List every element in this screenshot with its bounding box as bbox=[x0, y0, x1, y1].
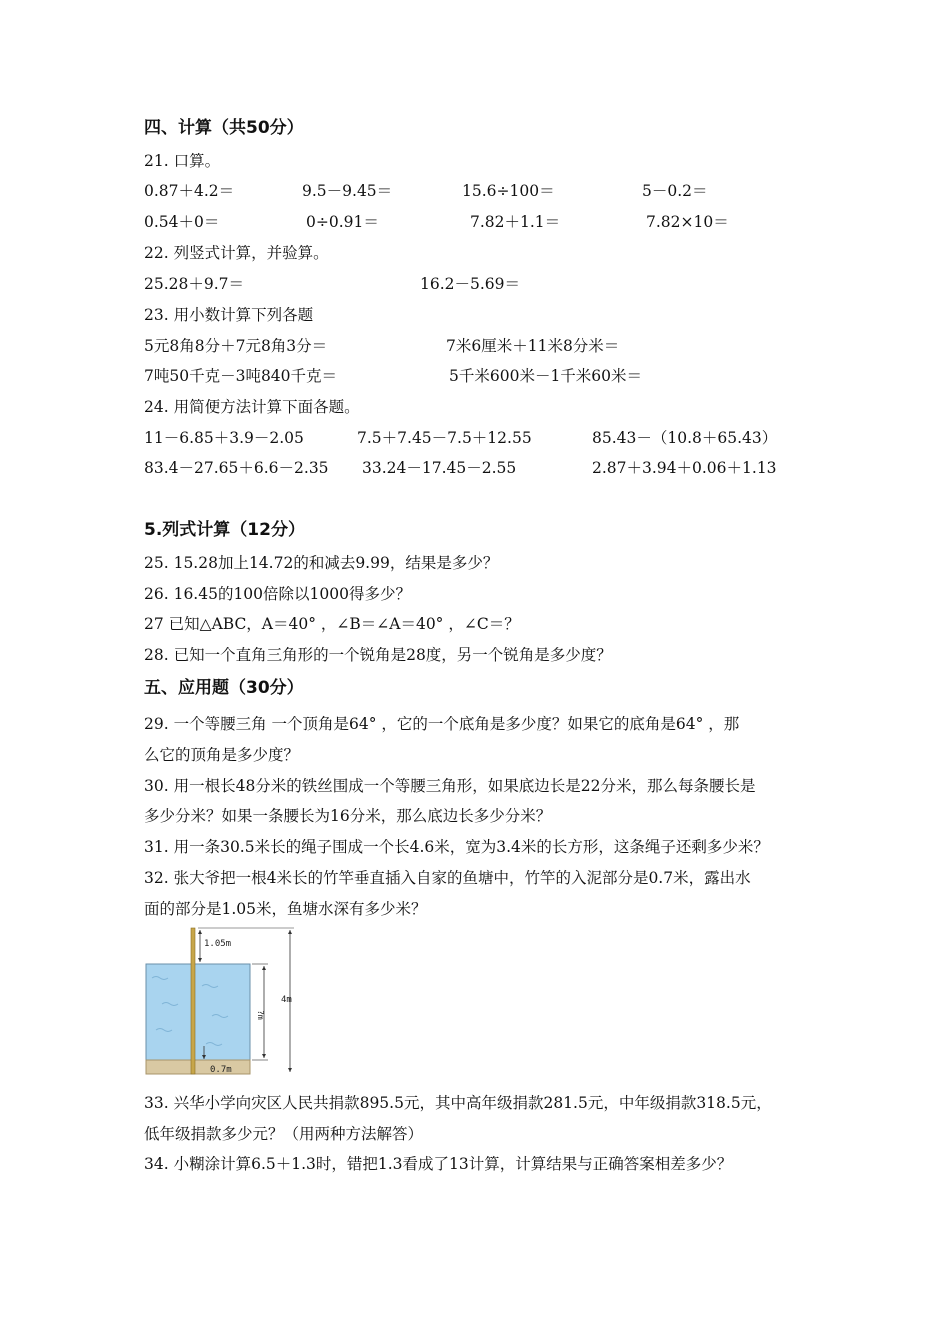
question-30-line-1: 30. 用一根长48分米的铁丝围成一个等腰三角形，如果底边长是22分米，那么每条腰长是 bbox=[144, 777, 756, 795]
question-33-line-2: 低年级捐款多少元？（用两种方法解答） bbox=[144, 1125, 424, 1143]
calc-item: 11－6.85＋3.9－2.05 bbox=[144, 429, 304, 447]
calc-item: 5－0.2＝ bbox=[642, 182, 708, 200]
question-25: 25. 15.28加上14.72的和减去9.99，结果是多少？ bbox=[144, 554, 499, 572]
question-32-line-1: 32. 张大爷把一根4米长的竹竿垂直插入自家的鱼塘中，竹竿的入泥部分是0.7米，露出水 bbox=[144, 869, 751, 887]
section-5-title: 5.列式计算（12分） bbox=[144, 520, 305, 540]
label-water: ?m bbox=[256, 1010, 265, 1020]
calc-item: 7.82＋1.1＝ bbox=[470, 213, 561, 231]
calc-item: 7米6厘米＋11米8分米＝ bbox=[446, 337, 620, 355]
question-30-line-2: 多少分米？如果一条腰长为16分米，那么底边长多少分米？ bbox=[144, 807, 552, 825]
bamboo-pole bbox=[191, 928, 195, 1074]
section-4-title: 四、计算（共50分） bbox=[144, 118, 304, 138]
section-applied-title: 五、应用题（30分） bbox=[144, 678, 304, 698]
calc-item: 5千米600米－1千米60米＝ bbox=[449, 367, 643, 385]
calc-item: 2.87＋3.94＋0.06＋1.13 bbox=[592, 459, 777, 477]
question-32-line-2: 面的部分是1.05米，鱼塘水深有多少米？ bbox=[144, 900, 427, 918]
calc-item: 0÷0.91＝ bbox=[306, 213, 379, 231]
calc-item: 9.5－9.45＝ bbox=[302, 182, 393, 200]
question-29-line-2: 么它的顶角是多少度？ bbox=[144, 746, 300, 764]
calc-item: 5元8角8分＋7元8角3分＝ bbox=[144, 337, 328, 355]
calc-item: 85.43－（10.8＋65.43） bbox=[592, 429, 778, 447]
calc-item: 0.54＋0＝ bbox=[144, 213, 220, 231]
calc-item: 0.87＋4.2＝ bbox=[144, 182, 235, 200]
calc-item: 7.5＋7.45－7.5＋12.55 bbox=[357, 429, 532, 447]
label-top: 1.05m bbox=[204, 939, 232, 949]
question-21: 21. 口算。 bbox=[144, 152, 221, 170]
question-29-line-1: 29. 一个等腰三角 一个顶角是64° ，它的一个底角是多少度？如果它的底角是64° ，那 bbox=[144, 715, 740, 733]
question-23: 23. 用小数计算下列各题 bbox=[144, 306, 314, 324]
question-22: 22. 列竖式计算，并验算。 bbox=[144, 244, 329, 262]
water-area bbox=[146, 964, 250, 1060]
question-33-line-1: 33. 兴华小学向灾区人民共捐款895.5元，其中高年级捐款281.5元，中年级捐款318.5元， bbox=[144, 1094, 772, 1112]
calc-item: 7吨50千克－3吨840千克＝ bbox=[144, 367, 338, 385]
question-34: 34. 小糊涂计算6.5＋1.3时，错把1.3看成了13计算，计算结果与正确答案相差多少？ bbox=[144, 1155, 733, 1173]
question-31: 31. 用一条30.5米长的绳子围成一个长4.6米，宽为3.4米的长方形，这条绳子还剩多少米？ bbox=[144, 838, 769, 856]
label-total: 4m bbox=[281, 995, 292, 1005]
question-27: 27 已知△ABC，A＝40° ，∠B＝∠A＝40° ，∠C＝？ bbox=[144, 615, 520, 633]
question-24: 24. 用简便方法计算下面各题。 bbox=[144, 398, 360, 416]
calc-item: 83.4－27.65＋6.6－2.35 bbox=[144, 459, 329, 477]
pond-diagram bbox=[142, 926, 302, 1078]
label-mud: 0.7m bbox=[210, 1065, 232, 1075]
calc-item: 15.6÷100＝ bbox=[462, 182, 555, 200]
calc-item: 16.2－5.69＝ bbox=[420, 275, 521, 293]
mud-area bbox=[146, 1060, 250, 1074]
question-26: 26. 16.45的100倍除以1000得多少？ bbox=[144, 585, 411, 603]
question-28: 28. 已知一个直角三角形的一个锐角是28度，另一个锐角是多少度？ bbox=[144, 646, 612, 664]
calc-item: 7.82×10＝ bbox=[646, 213, 729, 231]
calc-item: 25.28＋9.7＝ bbox=[144, 275, 245, 293]
calc-item: 33.24－17.45－2.55 bbox=[362, 459, 517, 477]
